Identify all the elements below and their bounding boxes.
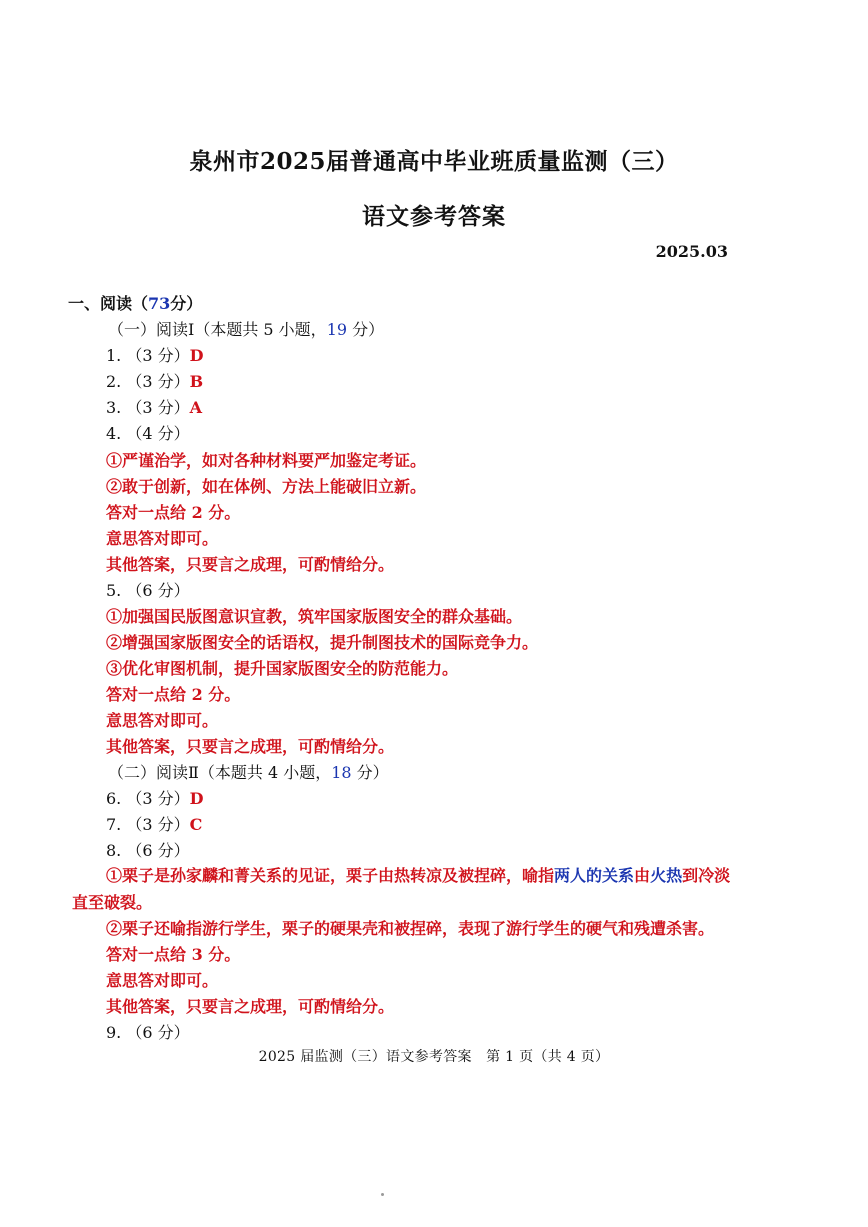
answer-point: ②栗子还喻指游行学生，栗子的硬果壳和被捏碎，表现了游行学生的硬气和残遭杀害。 (106, 919, 715, 938)
page-footer: 2025 届监测（三）语文参考答案 第 1 页（共 4 页） (258, 1049, 610, 1065)
answer-choice: B (189, 372, 204, 391)
section-score: 73 (148, 294, 171, 313)
page-title: 泉州市2025届普通高中毕业班质量监测（三） (189, 148, 679, 175)
exam-date: 2025.03 (655, 242, 728, 261)
answer-choice: D (189, 346, 204, 365)
answer-point-continued: 直至破裂。 (72, 893, 153, 912)
scan-dot (381, 1193, 384, 1196)
scoring-rule: 意思答对即可。 (106, 529, 219, 548)
question-4: 4. （4 分） (106, 424, 190, 443)
question-9: 9. （6 分） (106, 1023, 190, 1042)
question-2: 2. （3 分）B (106, 372, 204, 391)
part-heading-reading-2: （二）阅读Ⅱ（本题共 4 小题，18 分） (108, 763, 389, 782)
answer-point: ③优化审图机制，提升国家版图安全的防范能力。 (106, 659, 459, 678)
answer-point: ②敢于创新，如在体例、方法上能破旧立新。 (106, 477, 427, 496)
question-6: 6. （3 分）D (106, 789, 204, 808)
answer-choice: A (189, 398, 203, 417)
scoring-rule: 其他答案，只要言之成理，可酌情给分。 (106, 997, 395, 1016)
scoring-rule: 其他答案，只要言之成理，可酌情给分。 (106, 555, 395, 574)
answer-point: ①栗子是孙家麟和菁关系的见证，栗子由热转凉及被捏碎，喻指两人的关系由火热到冷淡 (106, 866, 731, 885)
scoring-rule: 其他答案，只要言之成理，可酌情给分。 (106, 737, 395, 756)
part-score: 19 (326, 320, 348, 339)
question-8: 8. （6 分） (106, 841, 190, 860)
part-heading-reading-1: （一）阅读Ⅰ（本题共 5 小题，19 分） (108, 320, 385, 339)
question-3: 3. （3 分）A (106, 398, 203, 417)
scoring-rule: 答对一点给 2 分。 (106, 503, 241, 522)
answer-point: ①加强国民版图意识宣教，筑牢国家版图安全的群众基础。 (106, 607, 523, 626)
scoring-rule: 答对一点给 2 分。 (106, 685, 241, 704)
part-score: 18 (331, 763, 352, 782)
scoring-rule: 意思答对即可。 (106, 711, 219, 730)
answer-choice: C (189, 815, 203, 834)
answer-choice: D (189, 789, 204, 808)
question-5: 5. （6 分） (106, 581, 190, 600)
question-1: 1. （3 分）D (106, 346, 204, 365)
scoring-rule: 意思答对即可。 (106, 971, 219, 990)
scoring-rule: 答对一点给 3 分。 (106, 945, 241, 964)
page-subtitle: 语文参考答案 (362, 203, 506, 230)
answer-point: ①严谨治学，如对各种材料要严加鉴定考证。 (106, 451, 427, 470)
question-7: 7. （3 分）C (106, 815, 203, 834)
answer-point: ②增强国家版图安全的话语权，提升制图技术的国际竞争力。 (106, 633, 539, 652)
section-heading-reading: 一、阅读（73分） (68, 294, 203, 313)
